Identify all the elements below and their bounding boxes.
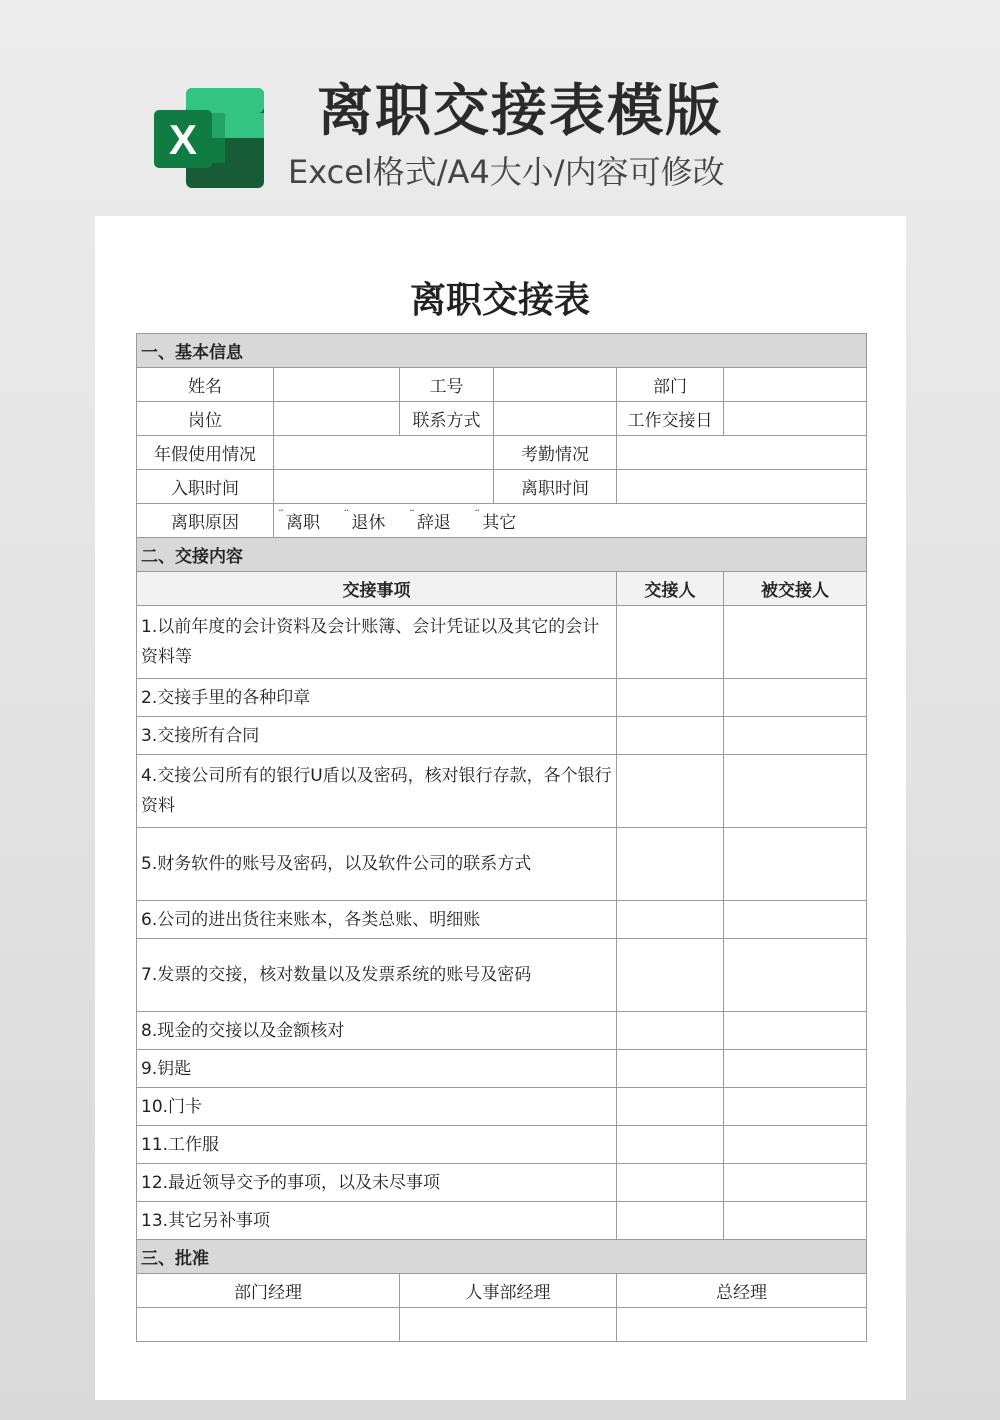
- handover-form: [136, 333, 867, 1342]
- handover-item: 10.门卡: [137, 1088, 617, 1126]
- receiver-field[interactable]: [724, 1088, 867, 1126]
- attendance-field[interactable]: [617, 436, 867, 470]
- employee-no-field[interactable]: [494, 368, 617, 402]
- table-row: [137, 1164, 867, 1202]
- column-header-handover: 交接人: [617, 572, 724, 606]
- handover-person-field[interactable]: [617, 1202, 724, 1240]
- handover-item: 3.交接所有合同: [137, 717, 617, 755]
- receiver-field[interactable]: [724, 606, 867, 679]
- hr-manager-signature[interactable]: [400, 1308, 617, 1342]
- name-field[interactable]: [274, 368, 400, 402]
- handover-item: 12.最近领导交予的事项，以及未尽事项: [137, 1164, 617, 1202]
- receiver-field[interactable]: [724, 939, 867, 1012]
- checkbox-icon: ¨: [408, 508, 415, 522]
- handover-person-field[interactable]: [617, 679, 724, 717]
- table-row: [137, 1126, 867, 1164]
- column-header-receiver: 被交接人: [724, 572, 867, 606]
- table-row: [137, 679, 867, 717]
- column-header-item: 交接事项: [137, 572, 617, 606]
- contact-field[interactable]: [494, 402, 617, 436]
- section-basic-info: [137, 334, 867, 368]
- checkbox-icon: ¨: [278, 508, 284, 522]
- receiver-field[interactable]: [724, 828, 867, 901]
- handover-person-field[interactable]: [617, 606, 724, 679]
- receiver-field[interactable]: [724, 1012, 867, 1050]
- reason-option-retire[interactable]: ¨ 退休: [343, 508, 386, 533]
- page-header: [0, 0, 1000, 215]
- excel-logo-letter: X: [168, 116, 198, 163]
- dept-manager-label: 部门经理: [137, 1274, 400, 1308]
- page-title: 离职交接表模版: [317, 79, 723, 144]
- section-approval: [137, 1240, 867, 1274]
- table-row: [137, 1012, 867, 1050]
- handover-item: 2.交接手里的各种印章: [137, 679, 617, 717]
- section-handover-content: [137, 538, 867, 572]
- section-label: 三、批准: [137, 1240, 867, 1274]
- general-manager-label: 总经理: [617, 1274, 867, 1308]
- department-field[interactable]: [724, 368, 867, 402]
- checkbox-icon: ¨: [343, 508, 350, 522]
- position-label: 岗位: [137, 402, 274, 436]
- reason-option-dismiss[interactable]: ¨ 辞退: [408, 508, 451, 533]
- table-row: [137, 939, 867, 1012]
- receiver-field[interactable]: [724, 1202, 867, 1240]
- receiver-field[interactable]: [724, 755, 867, 828]
- attendance-label: 考勤情况: [494, 436, 617, 470]
- table-row: [137, 717, 867, 755]
- handover-person-field[interactable]: [617, 1164, 724, 1202]
- handover-person-field[interactable]: [617, 1088, 724, 1126]
- handover-item: 7.发票的交接，核对数量以及发票系统的账号及密码: [137, 939, 617, 1012]
- handover-person-field[interactable]: [617, 717, 724, 755]
- contact-label: 联系方式: [400, 402, 494, 436]
- reason-option-resign[interactable]: ¨ 离职: [278, 508, 320, 533]
- receiver-field[interactable]: [724, 1050, 867, 1088]
- department-label: 部门: [617, 368, 724, 402]
- handover-date-label: 工作交接日: [617, 402, 724, 436]
- hire-date-label: 入职时间: [137, 470, 274, 504]
- position-field[interactable]: [274, 402, 400, 436]
- reason-option-other[interactable]: ¨ 其它: [474, 508, 517, 533]
- handover-person-field[interactable]: [617, 1050, 724, 1088]
- handover-person-field[interactable]: [617, 901, 724, 939]
- table-row: [137, 1050, 867, 1088]
- handover-item: 9.钥匙: [137, 1050, 617, 1088]
- section-label: 二、交接内容: [137, 538, 867, 572]
- receiver-field[interactable]: [724, 1164, 867, 1202]
- table-row: [137, 901, 867, 939]
- handover-person-field[interactable]: [617, 828, 724, 901]
- handover-item: 1.以前年度的会计资料及会计账簿、会计凭证以及其它的会计资料等: [137, 606, 617, 679]
- hr-manager-label: 人事部经理: [400, 1274, 617, 1308]
- handover-item: 13.其它另补事项: [137, 1202, 617, 1240]
- table-row: [137, 1202, 867, 1240]
- table-row: [137, 606, 867, 679]
- employee-no-label: 工号: [400, 368, 494, 402]
- table-row: [137, 828, 867, 901]
- handover-item: 5.财务软件的账号及密码，以及软件公司的联系方式: [137, 828, 617, 901]
- annual-leave-field[interactable]: [274, 436, 494, 470]
- hire-date-field[interactable]: [274, 470, 494, 504]
- handover-person-field[interactable]: [617, 1012, 724, 1050]
- table-row: [137, 1088, 867, 1126]
- receiver-field[interactable]: [724, 1126, 867, 1164]
- handover-date-field[interactable]: [724, 402, 867, 436]
- handover-item: 8.现金的交接以及金额核对: [137, 1012, 617, 1050]
- table-row: [137, 755, 867, 828]
- excel-icon: [154, 88, 264, 188]
- handover-item: 4.交接公司所有的银行U盾以及密码，核对银行存款，各个银行资料: [137, 755, 617, 828]
- section-label: 一、基本信息: [137, 334, 867, 368]
- annual-leave-label: 年假使用情况: [137, 436, 274, 470]
- dept-manager-signature[interactable]: [137, 1308, 400, 1342]
- handover-item: 11.工作服: [137, 1126, 617, 1164]
- leave-date-field[interactable]: [617, 470, 867, 504]
- reason-label: 离职原因: [137, 504, 274, 538]
- reason-options: [274, 504, 867, 538]
- checkbox-icon: ¨: [474, 508, 481, 522]
- handover-person-field[interactable]: [617, 1126, 724, 1164]
- name-label: 姓名: [137, 368, 274, 402]
- handover-person-field[interactable]: [617, 755, 724, 828]
- leave-date-label: 离职时间: [494, 470, 617, 504]
- receiver-field[interactable]: [724, 679, 867, 717]
- handover-item: 6.公司的进出货往来账本，各类总账、明细账: [137, 901, 617, 939]
- page-subtitle: Excel格式/A4大小/内容可修改: [288, 153, 725, 191]
- receiver-field[interactable]: [724, 717, 867, 755]
- receiver-field[interactable]: [724, 901, 867, 939]
- document-title: 离职交接表: [409, 280, 590, 321]
- general-manager-signature[interactable]: [617, 1308, 867, 1342]
- handover-person-field[interactable]: [617, 939, 724, 1012]
